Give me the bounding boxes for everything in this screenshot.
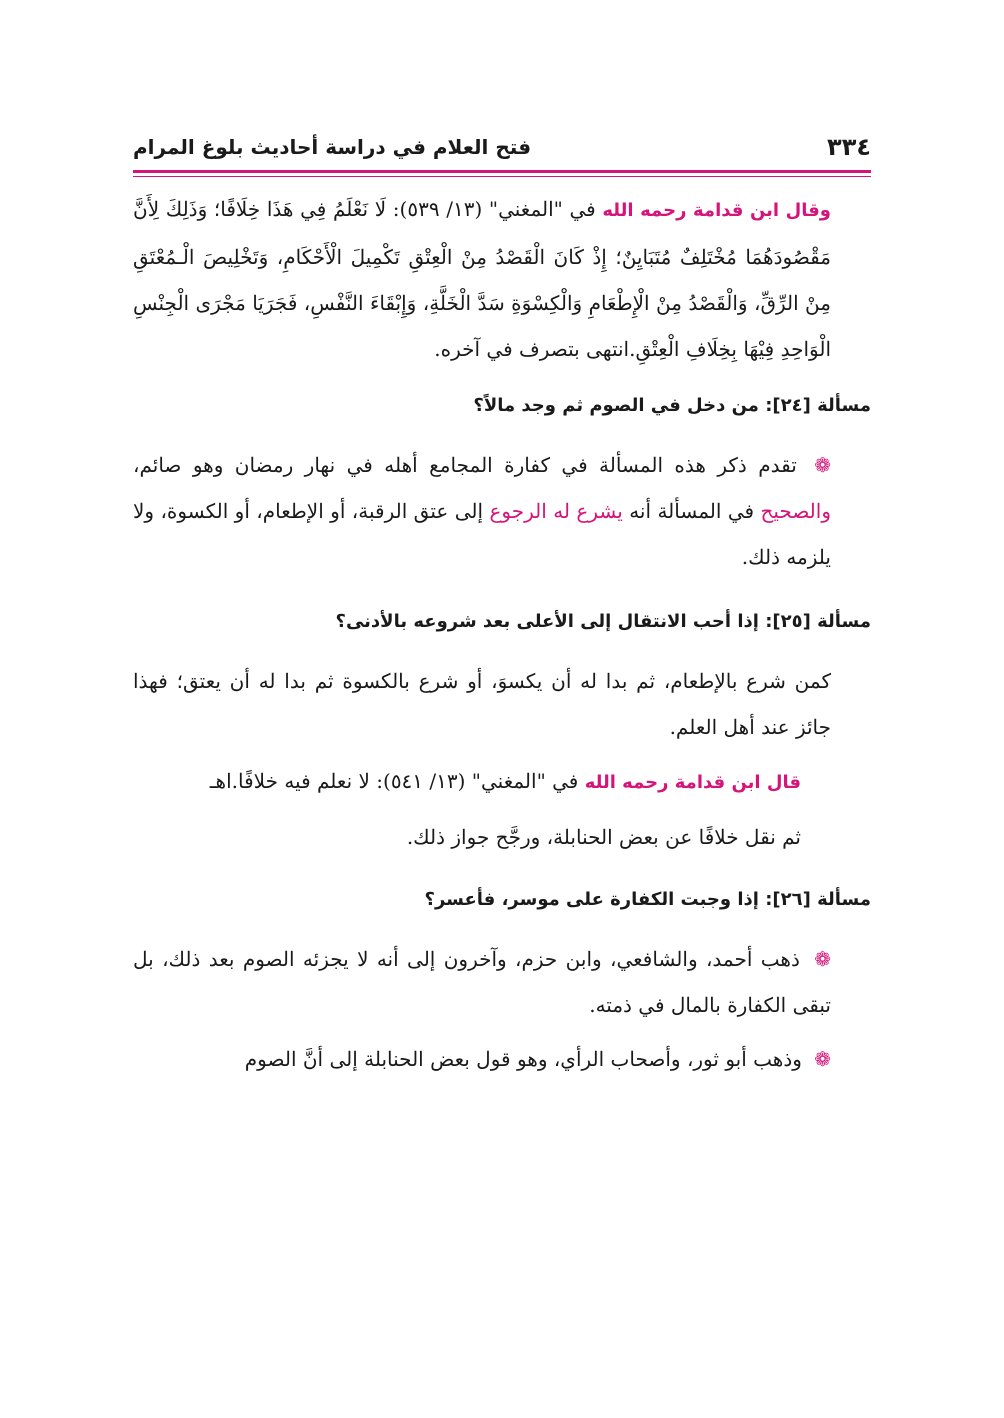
issue-heading-24 <box>133 386 871 426</box>
paragraph-tarjih: ثم نقل خلافًا عن بعض الحنابلة، ورجَّح جواز ذلك. <box>406 825 801 849</box>
paragraph-issue-25: كمن شرع بالإطعام، ثم بدا له أن يكسوَ، أو شرع بالكسوة ثم بدا له أن يعتق؛ فهذا جائز عند أهل العلم. <box>133 669 831 739</box>
quote-attribution: وقال ابن قدامة رحمه الله <box>602 200 831 221</box>
issue-heading-26 <box>133 880 871 920</box>
paragraph-issue-24 <box>133 442 871 580</box>
text: وذهب أبو ثور، وأصحاب الرأي، وهو قول بعض الحنابلة إلى أنَّ الصوم <box>244 1047 809 1071</box>
running-header <box>133 128 871 166</box>
flower-bullet-icon: ❁ <box>814 453 831 477</box>
flower-bullet-icon: ❁ <box>814 947 831 971</box>
issue-title: إذا وجبت الكفارة على موسر، فأعسر؟ <box>424 889 766 910</box>
issue-label: مسألة [٢٤]: <box>765 395 871 416</box>
issue-heading-25 <box>133 602 871 642</box>
quote-attribution: قال ابن قدامة رحمه الله <box>584 772 801 793</box>
highlight-ruju: يشرع له الرجوع <box>489 499 623 523</box>
text: إلى عتق الرقبة، أو الإطعام، أو الكسوة، ولا يلزمه ذلك. <box>133 499 831 569</box>
paragraph-issue-26-b <box>133 1036 871 1082</box>
quote-text: في "المغني" (١٣/ ٥٣٩): لَا نَعْلَمُ فِي هَذَا خِلَافًا؛ وَذَلِكَ لِأَنَّ مَقْصُودَهُمَا مُخْتَلِفٌ مُتَبَايِنٌ؛ إِذْ كَانَ الْقَصْدُ مِنْ الْعِتْقِ تَكْمِيلَ الْأَحْكَامِ، وَتَخْلِيصَ الْـمُعْتَقِ مِنْ الرِّقِّ، وَالْقَصْدُ مِنْ الْإِطْعَامِ وَالْكِسْوَةِ سَدَّ الْخَلَّةِ، وَإِبْقَاءَ النَّفْسِ، فَجَرَيَا مَجْرَى الْجِنْسِ الْوَاحِدِ فِيْهَا بِخِلَافِ الْعِتْقِ.انتهى بتصرف في آخره. <box>133 197 831 361</box>
page-number: ٣٣٤ <box>827 133 871 161</box>
paragraph-issue-26-a <box>133 936 871 1028</box>
paragraph-ibn-qudama-1 <box>133 186 871 372</box>
page-body <box>133 186 871 1082</box>
paragraph-ibn-qudama-2 <box>133 758 871 806</box>
header-rule <box>133 170 871 173</box>
quote-text: في "المغني" (١٣/ ٥٤١): لا نعلم فيه خلافًا.اهـ <box>209 769 585 793</box>
issue-title: من دخل في الصوم ثم وجد مالاً؟ <box>473 395 766 416</box>
text: في المسألة أنه <box>622 499 761 523</box>
issue-label: مسألة [٢٦]: <box>765 889 871 910</box>
text: تقدم ذكر هذه المسألة في كفارة المجامع أهله في نهار رمضان وهو صائم، <box>133 453 809 477</box>
header-rule-thin <box>133 176 871 177</box>
flower-bullet-icon: ❁ <box>814 1047 831 1071</box>
issue-label: مسألة [٢٥]: <box>765 611 871 632</box>
highlight-sahih: والصحيح <box>760 499 831 523</box>
text: ذهب أحمد، والشافعي، وابن حزم، وآخرون إلى أنه لا يجزئه الصوم بعد ذلك، بل تبقى الكفارة بالمال في ذمته. <box>133 947 831 1017</box>
book-title: فتح العلام في دراسة أحاديث بلوغ المرام <box>133 135 532 159</box>
issue-title: إذا أحب الانتقال إلى الأعلى بعد شروعه بالأدنى؟ <box>335 611 766 632</box>
